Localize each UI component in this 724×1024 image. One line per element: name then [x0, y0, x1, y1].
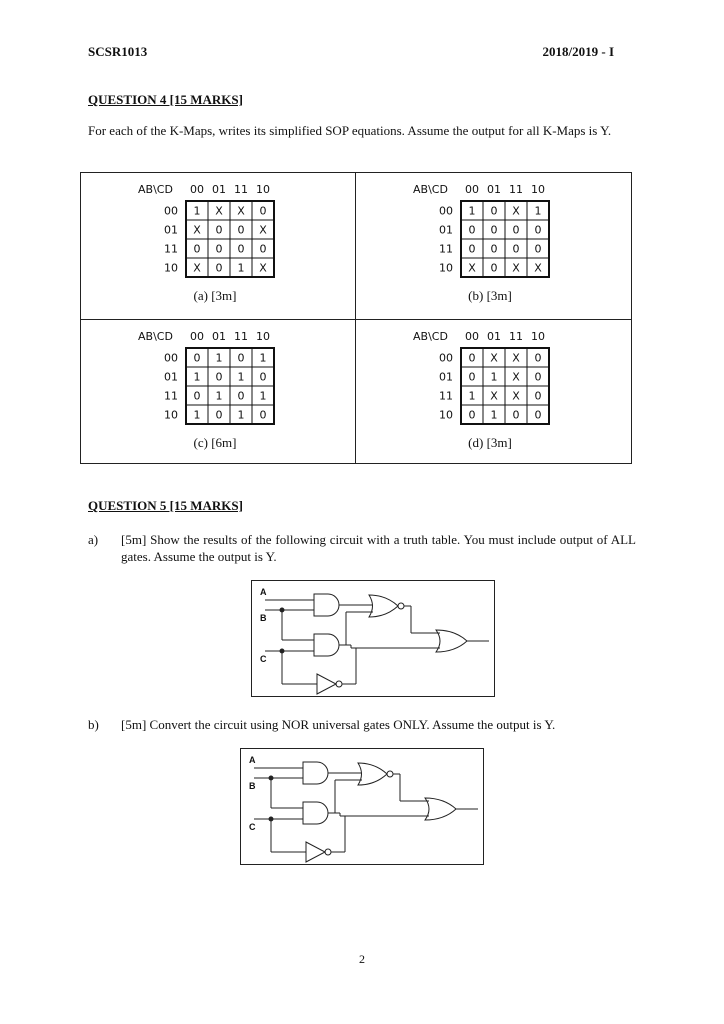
kmap-svg	[356, 320, 630, 465]
kmap-col-header: 10	[256, 330, 270, 343]
kmap-row-header: 10	[439, 261, 453, 275]
kmap-cell: X	[259, 261, 267, 275]
kmap-cell: 0	[512, 223, 520, 237]
input-b-label: B	[260, 613, 267, 623]
kmap-cell: X	[534, 261, 542, 275]
kmap-cell: X	[237, 204, 245, 218]
kmap-cell: 0	[259, 242, 267, 256]
kmap-cell: X	[490, 351, 498, 365]
kmap-cell: 1	[468, 204, 476, 218]
kmap-cell: 1	[259, 351, 267, 365]
kmap-cell: 0	[215, 408, 223, 422]
kmap-row-header: 00	[164, 351, 178, 365]
kmap-cell: X	[259, 223, 267, 237]
kmap-cell: 0	[512, 408, 520, 422]
and-gate-2	[314, 634, 339, 656]
kmap-cell: 0	[237, 351, 245, 365]
circuit-frame	[252, 581, 495, 697]
q5a-label: a)	[88, 532, 99, 547]
kmap-svg	[81, 320, 355, 465]
kmap-cell: X	[512, 204, 520, 218]
nor-bubble	[387, 771, 393, 777]
and-gate-1	[314, 594, 339, 616]
kmap-cell: X	[512, 389, 520, 403]
kmap-cell: 1	[237, 370, 245, 384]
kmap-cell: 0	[237, 242, 245, 256]
kmap-corner-label: AB\CD	[413, 330, 448, 343]
nor-gate	[369, 595, 398, 617]
kmap-cell: 0	[215, 370, 223, 384]
kmap-cell: 1	[215, 389, 223, 403]
and-gate-2	[303, 802, 328, 824]
kmap-row-header: 10	[164, 408, 178, 422]
q5a-text: [5m] Show the results of the following circuit with a truth table. You must include output of ALL gates. Assume the output is Y.	[121, 532, 636, 564]
kmap-caption: (a) [3m]	[193, 288, 237, 303]
kmap-cell: X	[215, 204, 223, 218]
kmap-cell: 1	[215, 351, 223, 365]
kmap-cell: 0	[534, 223, 542, 237]
session-label: 2018/2019 - I	[542, 44, 614, 59]
kmap-svg	[356, 173, 630, 318]
kmap-cell: X	[193, 223, 201, 237]
kmap-cell: 0	[237, 223, 245, 237]
kmap-cell: 0	[490, 261, 498, 275]
kmap-col-header: 01	[212, 330, 226, 343]
kmap-cell: 1	[490, 370, 498, 384]
kmap-cell: 0	[215, 242, 223, 256]
kmap-corner-label: AB\CD	[138, 330, 173, 343]
kmap-cell: X	[468, 261, 476, 275]
kmap-cell: 1	[468, 389, 476, 403]
kmap-cell: 0	[237, 389, 245, 403]
input-b-label: B	[249, 781, 256, 791]
kmap-cell: 0	[468, 223, 476, 237]
kmap-row-header: 01	[164, 370, 178, 384]
kmap-cell: 0	[534, 408, 542, 422]
kmap-cell: 1	[193, 408, 201, 422]
course-code: SCSR1013	[88, 44, 148, 59]
kmap-table	[80, 172, 632, 464]
kmap-cell: 0	[490, 223, 498, 237]
kmap-row-header: 10	[164, 261, 178, 275]
kmap-caption: (c) [6m]	[193, 435, 237, 450]
kmap-c	[81, 320, 355, 465]
kmap-cell: 1	[534, 204, 542, 218]
kmap-cell: X	[193, 261, 201, 275]
nor-gate	[358, 763, 387, 785]
q5-title: QUESTION 5 [15 MARKS]	[88, 498, 243, 513]
kmap-cell: 0	[259, 204, 267, 218]
q4-instruction: For each of the K-Maps, writes its simplified SOP equations. Assume the output for all K-Maps is Y.	[88, 123, 612, 138]
kmap-cell: 0	[193, 351, 201, 365]
kmap-cell: X	[512, 351, 520, 365]
q4-title: QUESTION 4 [15 MARKS]	[88, 92, 243, 107]
not-gate	[306, 842, 325, 862]
kmap-row-header: 01	[164, 223, 178, 237]
or-gate	[425, 798, 456, 820]
kmap-a	[81, 173, 355, 318]
kmap-cell: 1	[490, 408, 498, 422]
kmap-cell: 0	[215, 261, 223, 275]
circuit-diagram-b	[240, 748, 484, 865]
kmap-row-header: 11	[439, 389, 453, 403]
page-number: 2	[359, 952, 365, 966]
kmap-svg	[81, 173, 355, 318]
kmap-cell: 0	[490, 242, 498, 256]
kmap-col-header: 11	[509, 183, 523, 196]
kmap-col-header: 00	[465, 183, 479, 196]
input-c-label: C	[260, 654, 267, 664]
kmap-cell: 0	[468, 370, 476, 384]
nor-bubble	[398, 603, 404, 609]
kmap-row-header: 01	[439, 370, 453, 384]
kmap-row-header: 11	[439, 242, 453, 256]
kmap-cell: X	[490, 389, 498, 403]
kmap-cell: 1	[237, 408, 245, 422]
kmap-col-header: 00	[465, 330, 479, 343]
kmap-cell: 0	[534, 351, 542, 365]
kmap-row-header: 01	[439, 223, 453, 237]
circuit-frame	[241, 749, 484, 865]
kmap-cell: 0	[468, 242, 476, 256]
input-a-label: A	[249, 755, 256, 765]
q5b-label: b)	[88, 717, 99, 732]
kmap-cell: 0	[259, 370, 267, 384]
kmap-row-header: 00	[439, 204, 453, 218]
kmap-col-header: 01	[212, 183, 226, 196]
kmap-cell: 0	[193, 389, 201, 403]
kmap-col-header: 00	[190, 183, 204, 196]
kmap-cell: 0	[512, 242, 520, 256]
kmap-cell: X	[512, 261, 520, 275]
kmap-row-header: 00	[439, 351, 453, 365]
kmap-cell: 1	[193, 204, 201, 218]
kmap-row-header: 11	[164, 389, 178, 403]
kmap-cell: X	[512, 370, 520, 384]
kmap-row-header: 11	[164, 242, 178, 256]
kmap-row-header: 00	[164, 204, 178, 218]
kmap-cell: 0	[259, 408, 267, 422]
kmap-caption: (b) [3m]	[468, 288, 512, 303]
kmap-cell: 0	[534, 370, 542, 384]
kmap-col-header: 10	[531, 183, 545, 196]
kmap-col-header: 01	[487, 183, 501, 196]
or-gate	[436, 630, 467, 652]
kmap-b	[356, 173, 630, 318]
input-a-label: A	[260, 587, 267, 597]
kmap-col-header: 10	[256, 183, 270, 196]
kmap-cell: 0	[468, 351, 476, 365]
kmap-cell: 0	[215, 223, 223, 237]
kmap-corner-label: AB\CD	[138, 183, 173, 196]
kmap-col-header: 01	[487, 330, 501, 343]
kmap-caption: (d) [3m]	[468, 435, 512, 450]
kmap-cell: 1	[193, 370, 201, 384]
kmap-cell: 1	[259, 389, 267, 403]
kmap-cell: 0	[534, 242, 542, 256]
kmap-col-header: 11	[234, 330, 248, 343]
kmap-corner-label: AB\CD	[413, 183, 448, 196]
kmap-cell: 0	[490, 204, 498, 218]
circuit-diagram-a	[251, 580, 495, 697]
kmap-col-header: 11	[509, 330, 523, 343]
kmap-cell: 1	[237, 261, 245, 275]
kmap-cell: 0	[534, 389, 542, 403]
kmap-col-header: 00	[190, 330, 204, 343]
kmap-row-header: 10	[439, 408, 453, 422]
and-gate-1	[303, 762, 328, 784]
kmap-d	[356, 320, 630, 465]
kmap-cell: 0	[193, 242, 201, 256]
not-gate	[317, 674, 336, 694]
kmap-col-header: 11	[234, 183, 248, 196]
kmap-cell: 0	[468, 408, 476, 422]
q5b-text: [5m] Convert the circuit using NOR universal gates ONLY. Assume the output is Y.	[121, 717, 556, 732]
kmap-col-header: 10	[531, 330, 545, 343]
input-c-label: C	[249, 822, 256, 832]
